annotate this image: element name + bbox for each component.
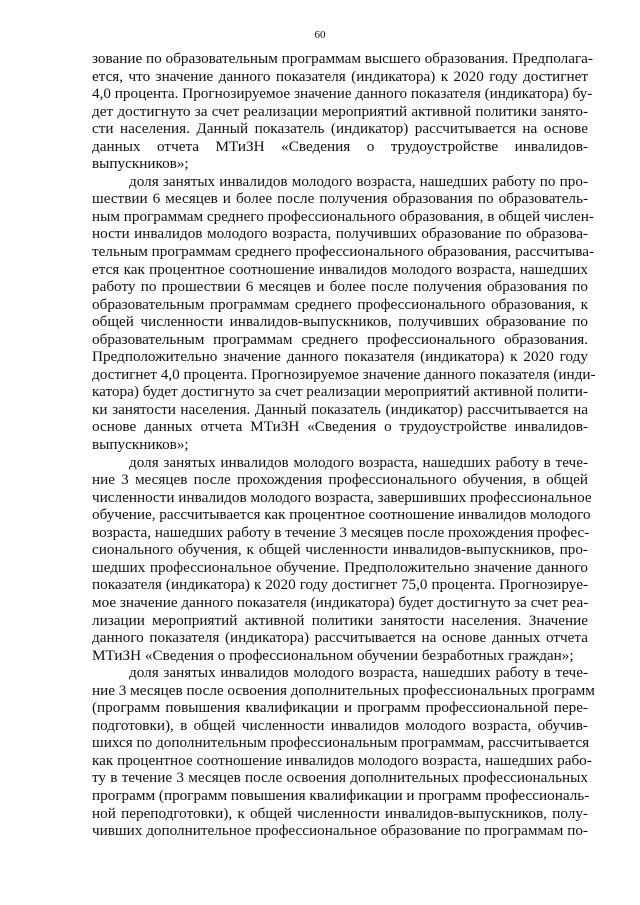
text-line: программ (программ повышения квалификации и программ профессиональ- [92, 786, 590, 804]
text-line: доля занятых инвалидов молодого возраста, нашедших работу в тече- [129, 453, 588, 471]
text-line: достигнет 4,0 процента. Прогнозируемое значение данного показателя (инди- [92, 365, 596, 383]
text-line: дет достигнуто за счет реализации мероприятий активной политики занято- [92, 102, 588, 120]
text-line: 4,0 процента. Прогнозируемое значение данного показателя (индикатора) бу- [92, 85, 593, 103]
page-number: 60 [314, 29, 326, 41]
text-line: как процентное соотношение инвалидов молодого возраста, нашедших рабо- [92, 751, 592, 769]
text-line: данных отчета МТиЗН «Сведения о трудоустройстве инвалидов- [92, 137, 588, 155]
text-line: тельным программам среднего профессионального образования, рассчитыва- [92, 243, 595, 261]
text-line: ется как процентное соотношение инвалидов молодого возраста, нашедших [92, 260, 588, 278]
text-line: работу по прошествии 6 месяцев и более после получения образования по [92, 278, 588, 296]
text-line: общей численности инвалидов-выпускников, получивших образование по [92, 313, 588, 331]
text-line: доля занятых инвалидов молодого возраста, нашедших работу в тече- [129, 664, 588, 682]
text-line: Предположительно значение данного показателя (индикатора) к 2020 году [92, 348, 588, 366]
text-line: обучение, рассчитывается как процентное соотношение инвалидов молодого [92, 506, 591, 524]
text-line: лизации мероприятий активной политики занятости населения. Значение [92, 611, 588, 629]
text-line: выпускников»; [92, 155, 189, 173]
text-line: чивших дополнительное профессиональное образование по программам по- [92, 822, 588, 840]
text-line: шедших профессиональное обучение. Предположительно значение данного [92, 558, 588, 576]
text-line: мое значение данного показателя (индикатора) будет достигнуто за счет реа- [92, 593, 589, 611]
text-line: ной переподготовки), к общей численности инвалидов-выпускников, полу- [92, 804, 588, 822]
text-line: ту в течение 3 месяцев после освоения дополнительных профессиональных [92, 769, 588, 787]
text-line: доля занятых инвалидов молодого возраста, нашедших работу по про- [129, 172, 588, 190]
text-line: шихся по дополнительным профессиональным программам, рассчитывается [92, 734, 590, 752]
text-line: образовательным программам среднего профессионального образования. [92, 330, 588, 348]
text-line: выпускников»; [92, 436, 189, 454]
text-line: шествии 6 месяцев и более после получения образования по образователь- [92, 190, 588, 208]
text-line: сионального обучения, к общей численности инвалидов-выпускников, про- [92, 541, 588, 559]
text-line: возраста, нашедших работу в течение 3 месяцев после прохождения профес- [92, 523, 590, 541]
text-line: зование по образовательным программам высшего образования. Предполага- [92, 50, 593, 67]
text-line: ние 3 месяцев после освоения дополнительных профессиональных программ [92, 681, 595, 699]
text-line: катора) будет достигнуто за счет реализации мероприятий активной полити- [92, 383, 588, 401]
text-line: ется, что значение данного показателя (индикатора) к 2020 году достигнет [92, 67, 588, 85]
text-line: показателя (индикатора) к 2020 году достигнет 75,0 процента. Прогнозируе- [92, 576, 588, 594]
text-line: ным программам среднего профессионального образования, в общей числен- [92, 207, 594, 225]
text-line: образовательным программам среднего профессионального образования, к [92, 295, 588, 313]
text-line: основе данных отчета МТиЗН «Сведения о трудоустройстве инвалидов- [92, 418, 588, 436]
text-line: ки занятости населения. Данный показатель (индикатор) рассчитывается на [92, 400, 588, 418]
text-line: ние 3 месяцев после прохождения профессионального обучения, в общей [92, 471, 588, 489]
text-line: (программ повышения квалификации и программ профессиональной пере- [92, 699, 588, 717]
text-line: численности инвалидов молодого возраста, завершивших профессиональное [92, 488, 592, 506]
text-line: сти населения. Данный показатель (индикатор) рассчитывается на основе [92, 120, 588, 138]
text-line: подготовки), в общей численности инвалидов молодого возраста, обучив- [92, 716, 588, 734]
text-line: МТиЗН «Сведения о профессиональном обучении безработных граждан»; [92, 646, 574, 664]
text-line: данного показателя (индикатора) рассчитывается на основе данных отчета [92, 629, 588, 647]
document-body [92, 50, 596, 840]
text-line: ности инвалидов молодого возраста, получивших образование по образова- [92, 225, 588, 243]
